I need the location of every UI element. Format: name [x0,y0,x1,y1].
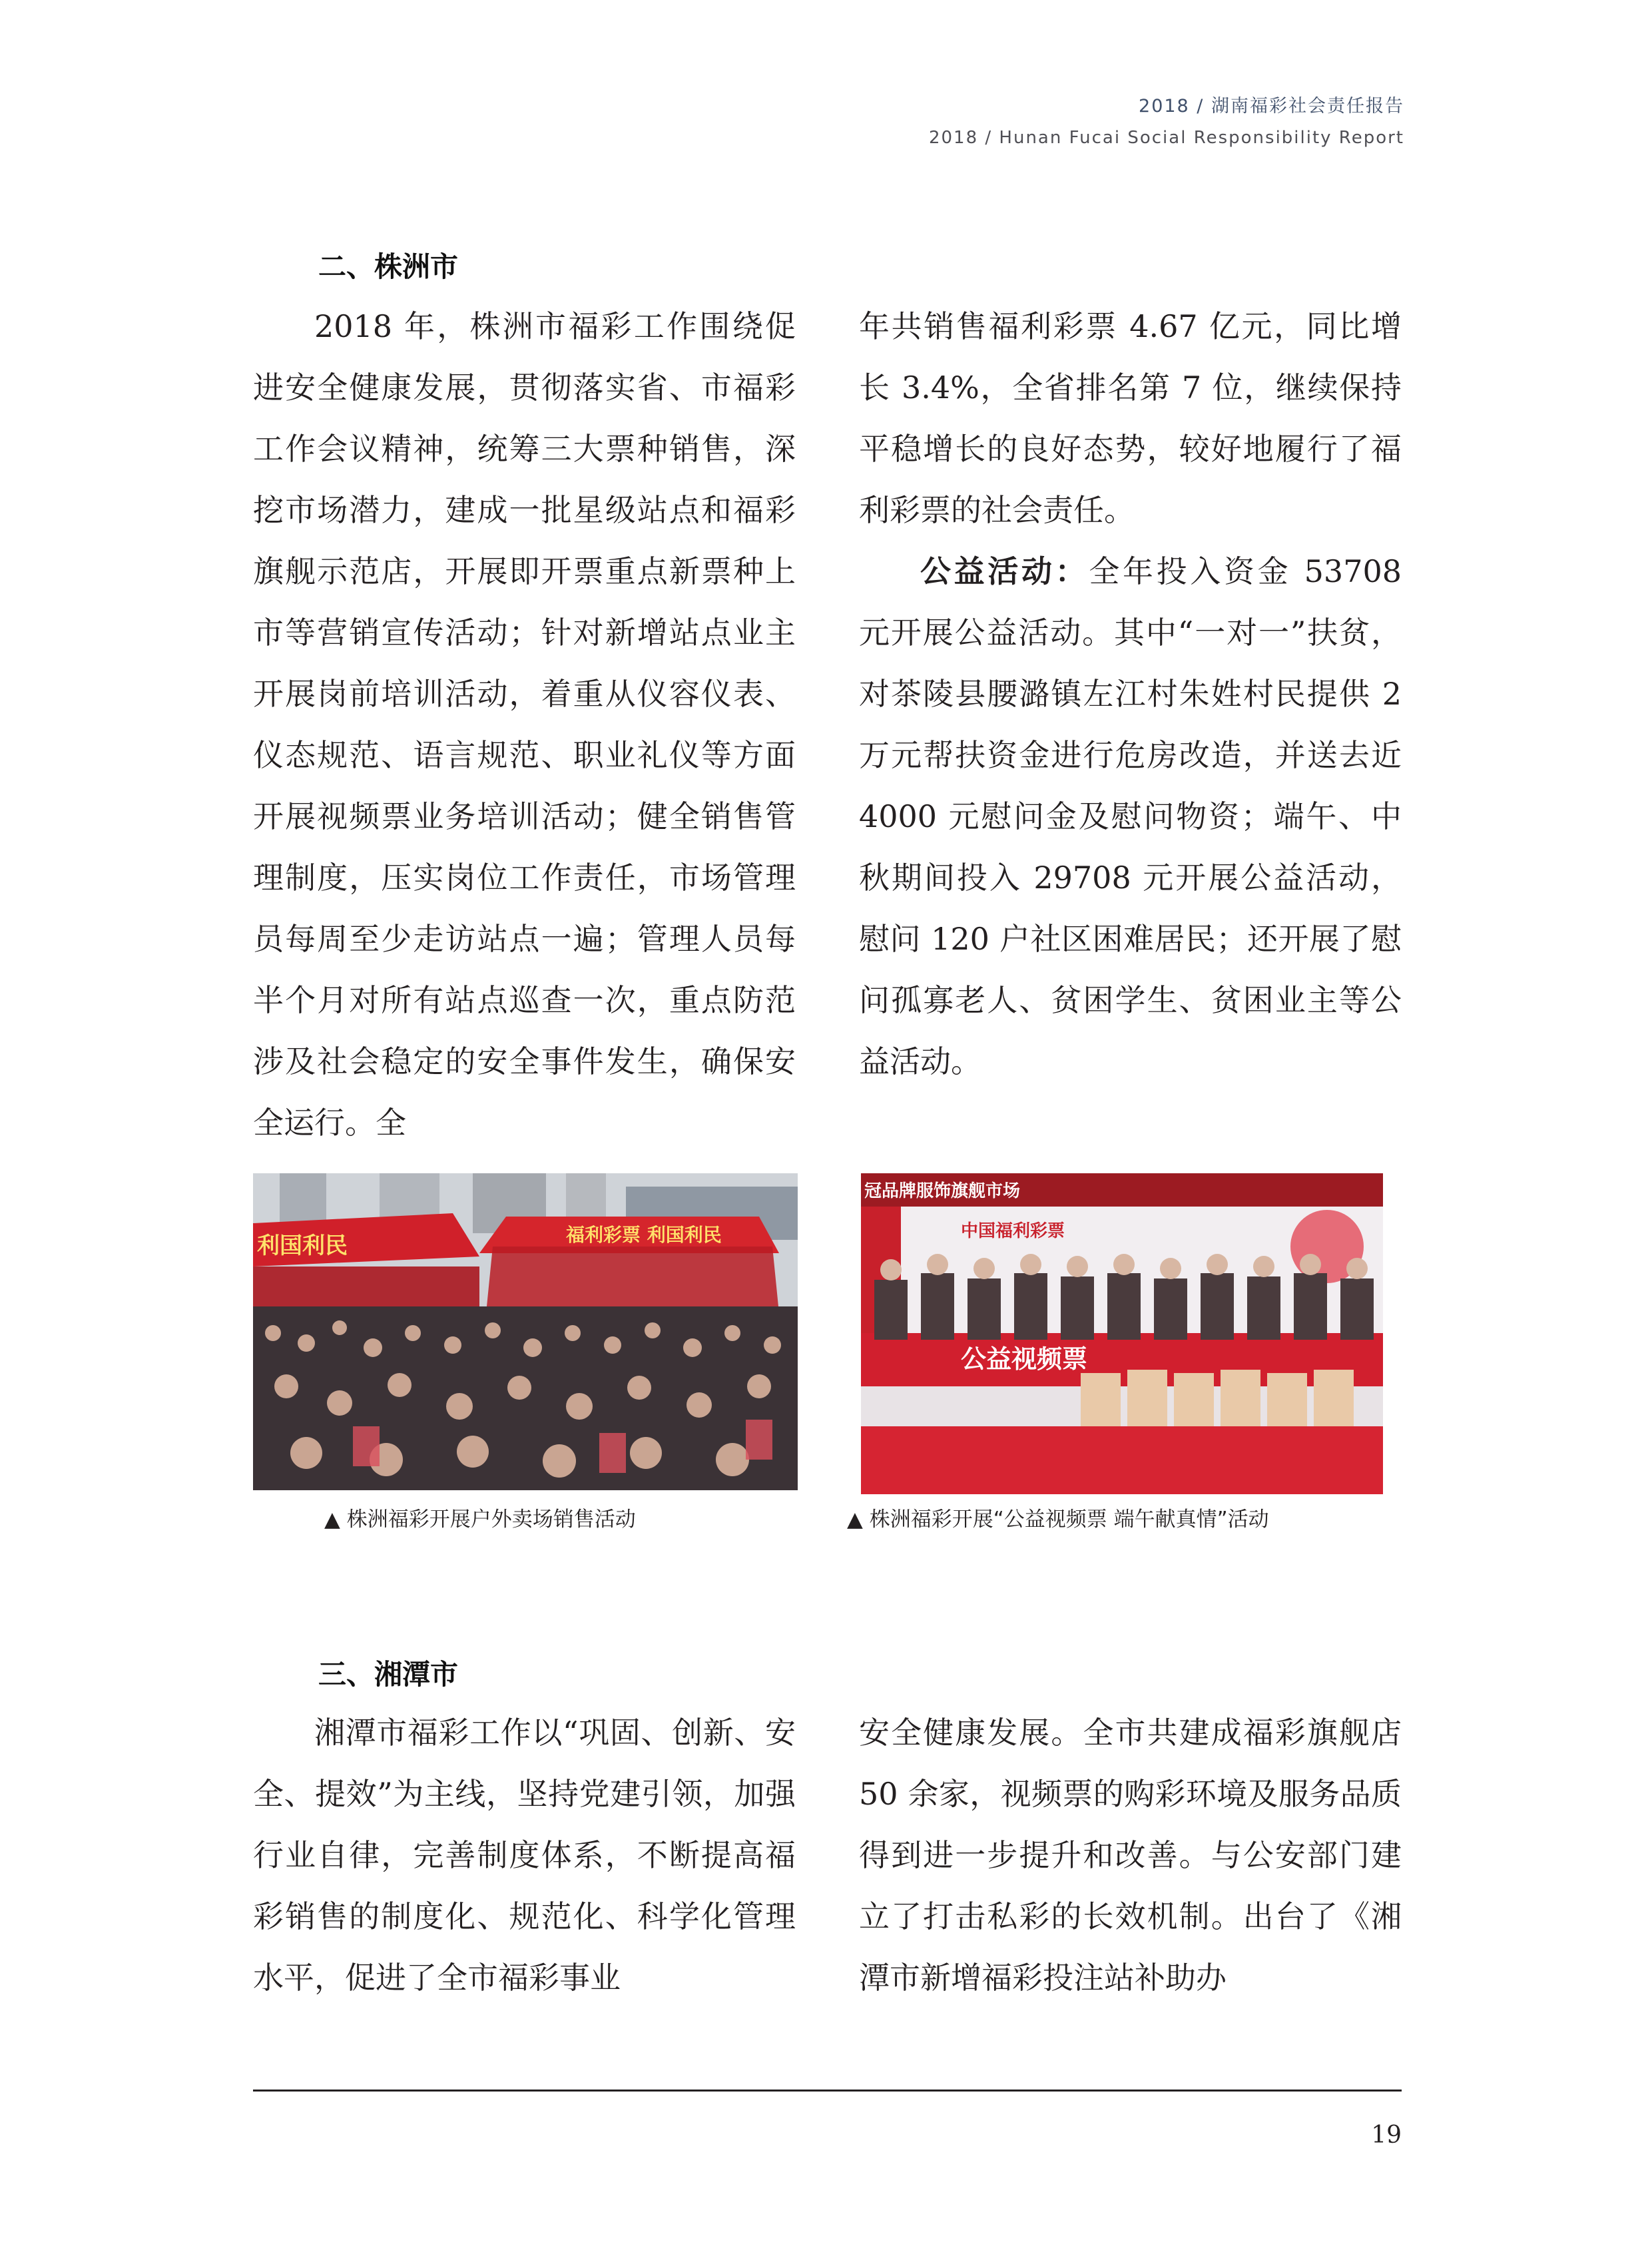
header-title-cn: 2018 / 湖南福彩社会责任报告 [1139,96,1404,117]
section2-charity-paragraph [859,541,1402,1092]
section-title-xiangtan: 三、湘潭市 [318,1658,459,1691]
sign-top-text: 冠品牌服饰旗舰市场 [864,1181,1021,1201]
charity-text: 全年投入资金 53708 元开展公益活动。其中“一对一”扶贫，对茶陵县腰潞镇左江村朱姓村民提供 2 万元帮扶资金进行危房改造，并送去近 4000 元慰问金及慰问物资；端午、中秋期间投入 29708 元开展公益活动，慰问 120 户社区困难居民；还开展了慰问孤寡老人、贫困学生、贫困业主等公益活动。 [859,553,1402,1079]
section2-column-right [859,296,1402,1092]
section3-column-left [253,1702,796,2008]
header-title-en: 2018 / Hunan Fucai Social Responsibility Report [928,128,1404,148]
footer-rule [253,2090,1402,2092]
section2-paragraph-continued: 年共销售福利彩票 4.67 亿元，同比增长 3.4%，全省排名第 7 位，继续保持平稳增长的良好态势，较好地履行了福利彩票的社会责任。 [859,308,1402,528]
section3-column-right [859,1702,1402,2008]
backdrop-text: 中国福利彩票 [961,1221,1065,1241]
photo-outdoor-sales-event [253,1173,798,1490]
section2-column-left [253,296,796,1153]
page-number: 19 [1371,2121,1402,2149]
photo-charity-video-lottery-event [861,1173,1383,1494]
banner-left-text: 利国利民 [257,1233,348,1259]
banner-right-text: 福利彩票 利国利民 [566,1224,722,1246]
section3-paragraph: 湘潭市福彩工作以“巩固、创新、安全、提效”为主线，坚持党建引领，加强行业自律，完善制度体系，不断提高福彩销售的制度化、规范化、科学化管理水平，促进了全市福彩事业 [253,1715,796,1996]
photo1-caption: ▲ 株洲福彩开展户外卖场销售活动 [324,1508,636,1532]
section-title-zhuzhou: 二、株洲市 [318,250,459,283]
charity-banner-text: 公益视频票 [961,1344,1088,1374]
page-header [929,93,1404,152]
charity-lead-label: 公益活动： [920,553,1089,589]
photo2-caption: ▲ 株洲福彩开展“公益视频票 端午献真情”活动 [847,1508,1269,1532]
section3-paragraph-continued: 安全健康发展。全市共建成福彩旗舰店 50 余家，视频票的购彩环境及服务品质得到进一步提升和改善。与公安部门建立了打击私彩的长效机制。出台了《湘潭市新增福彩投注站补助办 [859,1715,1402,1996]
section2-paragraph: 2018 年，株洲市福彩工作围绕促进安全健康发展，贯彻落实省、市福彩工作会议精神，统筹三大票种销售，深挖市场潜力，建成一批星级站点和福彩旗舰示范店，开展即开票重点新票种上市等营销宣传活动；针对新增站点业主开展岗前培训活动，着重从仪容仪表、仪态规范、语言规范、职业礼仪等方面开展视频票业务培训活动；健全销售管理制度，压实岗位工作责任，市场管理员每周至少走访站点一遍；管理人员每半个月对所有站点巡查一次，重点防范涉及社会稳定的安全事件发生，确保安全运行。全 [253,308,796,1141]
